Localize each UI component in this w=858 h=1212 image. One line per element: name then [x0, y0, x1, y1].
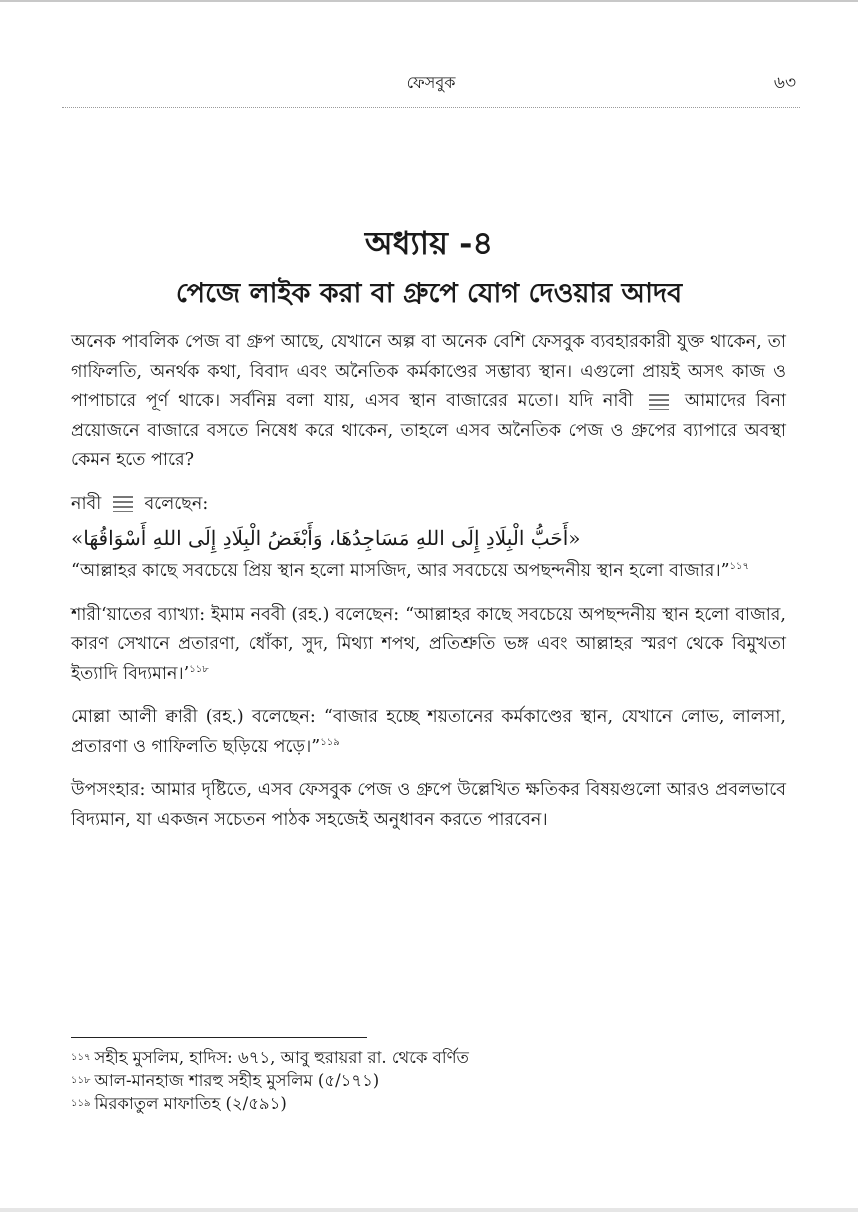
translation-text: “আল্লাহর কাছে সবচেয়ে প্রিয় স্থান হলো মাসজিদ, আর সবচেয়ে অপছন্দনীয় স্থান হলো বাজার।” [71, 561, 730, 581]
chapter-label: অধ্যায় -৪ [364, 224, 494, 262]
page-number: ৬৩ [773, 73, 796, 93]
footnote-text: মিরকাতুল মাফাতিহ (২/৫৯১) [94, 1094, 287, 1113]
running-title: ফেসবুক [406, 73, 456, 92]
paragraph-conclusion: উপসংহার: আমার দৃষ্টিতে, এসব ফেসবুক পেজ ও গ্রুপে উল্লেখিত ক্ষতিকর বিষয়গুলো আরও প্রবলভাবে বিদ্যমান, যা একজন সচেতন পাঠক সহজেই অনুধাবন করতে পারবেন। [71, 780, 786, 830]
body-text [71, 328, 786, 849]
paragraph-sharia [71, 601, 786, 690]
footnote-ref[interactable]: ১১৮ [189, 663, 209, 675]
paragraph-prophet-said [71, 490, 786, 520]
running-head [62, 70, 800, 96]
intro-text: অনেক পাবলিক পেজ বা গ্রুপ আছে, যেখানে অল্প বা অনেক বেশি ফেসবুক ব্যবহারকারী যুক্ত থাকেন, তা গাফিলতি, অনর্থক কথা, বিবাদ এবং অনৈতিক কর্মকাণ্ডের সম্ভাব্য স্থান। এগুলো প্রায়ই অসৎ কাজ ও পাপাচারে পূর্ণ থাকে। সর্বনিম্ন বলা যায়, এসব স্থান বাজারের মতো। যদি নাবী [71, 332, 786, 411]
footnote-text: সহীহ মুসলিম, হাদিস: ৬৭১, আবু হুরায়রা রা. থেকে বর্ণিত [94, 1048, 469, 1067]
intro-text-continued: আমাদের বিনা প্রয়োজনে বাজারে বসতে নিষেধ করে থাকেন, তাহলে এসব অনৈতিক পেজ ও গ্রুপের ব্যাপারে অবস্থা কেমন হতে পারে? [71, 391, 786, 470]
salutation-icon [649, 394, 669, 410]
footnotes [71, 1046, 786, 1115]
paragraph-translation [71, 557, 786, 587]
footnote-item [71, 1069, 786, 1092]
footnote-mark: ১১৮ [71, 1075, 91, 1086]
arabic-hadith: «أَحَبُّ الْبِلَادِ إِلَى اللهِ مَسَاجِدُهَا، وَأَبْغَضُ الْبِلَادِ إِلَى اللهِ أَسْوَاقُهَا» [71, 526, 581, 550]
said-label: বলেছেন: [144, 493, 209, 514]
footnote-text: আল-মানহাজ শারহু সহীহ মুসলিম (৫/১৭১) [94, 1071, 380, 1090]
salutation-icon [113, 496, 133, 512]
page-top-edge [0, 0, 858, 2]
footnote-ref[interactable]: ১১৯ [320, 736, 340, 748]
footnote-mark: ১১৯ [71, 1098, 91, 1109]
footnote-mark: ১১৭ [71, 1052, 91, 1063]
footnote-divider [71, 1037, 367, 1038]
header-divider [62, 107, 800, 108]
paragraph-intro [71, 328, 786, 476]
footnote-item [71, 1046, 786, 1069]
footnote-ref[interactable]: ১১৭ [729, 561, 750, 573]
paragraph-mulla [71, 703, 786, 762]
footnote-item [71, 1092, 786, 1115]
sharia-text: শারী‘য়াতের ব্যাখ্যা: ইমাম নববী (রহ.) বলেছেন: “আল্লাহর কাছে সবচেয়ে অপছন্দনীয় স্থান হলো বাজার, কারণ সেখানে প্রতারণা, ধোঁকা, সুদ, মিথ্যা শপথ, প্রতিশ্রুতি ভঙ্গ এবং আল্লাহর স্মরণ থেকে বিমুখতা ইত্যাদি বিদ্যমান।’ [71, 604, 786, 684]
chapter-title: পেজে লাইক করা বা গ্রুপে যোগ দেওয়ার আদব [175, 278, 683, 309]
mulla-text: মোল্লা আলী ক্বারী (রহ.) বলেছেন: “বাজার হচ্ছে শয়তানের কর্মকাণ্ডের স্থান, যেখানে লোভ, লালসা, প্রতারণা ও গাফিলতি ছড়িয়ে পড়ে।” [71, 707, 786, 757]
prophet-label: নাবী [71, 493, 102, 514]
page-bottom-edge [0, 1208, 858, 1212]
